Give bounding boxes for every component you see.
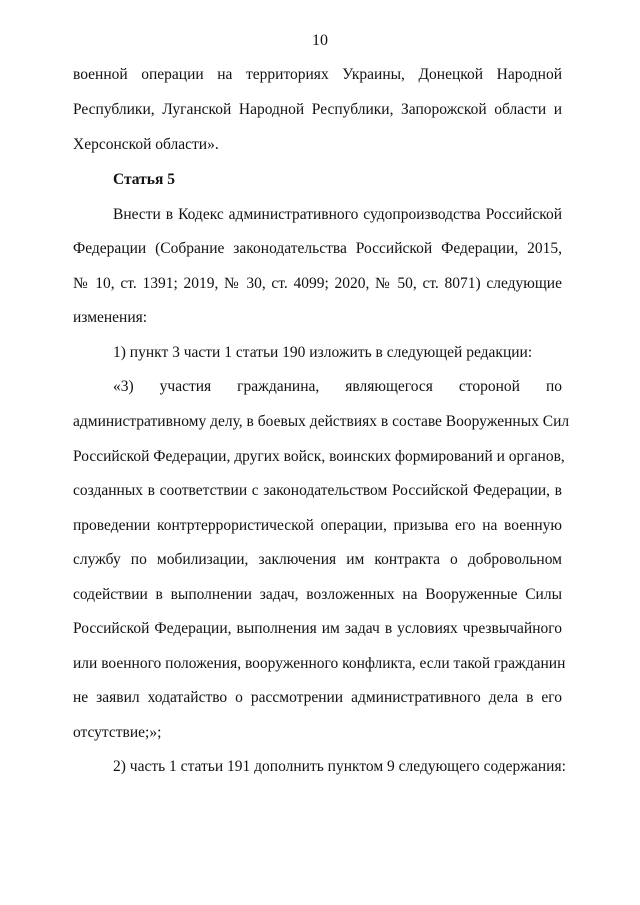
text-line: Херсонской области». <box>73 136 219 153</box>
text-line: 2) часть 1 статьи 191 дополнить пунктом 9 следующего содержания: <box>113 758 566 775</box>
article-heading: Статья 5 <box>113 171 175 188</box>
text-line: службу по мобилизации, заключения им контракта о добровольном <box>73 551 562 568</box>
text-line: «3) участия гражданина, являющегося стороной по <box>113 378 562 395</box>
text-line: содействии в выполнении задач, возложенных на Вооруженные Силы <box>73 586 562 603</box>
text-line: Федерации (Собрание законодательства Российской Федерации, 2015, <box>73 240 562 257</box>
text-line: Республики, Луганской Народной Республики, Запорожской области и <box>73 101 562 118</box>
text-line: созданных в соответствии с законодательством Российской Федерации, в <box>73 482 562 499</box>
text-line: отсутствие;»; <box>73 724 162 741</box>
text-line: или военного положения, вооруженного конфликта, если такой гражданин <box>73 655 566 672</box>
text-line: проведении контртеррористической операции, призыва его на военную <box>73 517 562 534</box>
text-line: Внести в Кодекс административного судопроизводства Российской <box>113 206 562 223</box>
text-line: административному делу, в боевых действиях в составе Вооруженных Сил <box>73 413 570 430</box>
text-line: военной операции на территориях Украины, Донецкой Народной <box>73 66 562 83</box>
text-line: не заявил ходатайство о рассмотрении административного дела в его <box>73 689 562 706</box>
text-line: 1) пункт 3 части 1 статьи 190 изложить в следующей редакции: <box>113 344 533 361</box>
text-line: № 10, ст. 1391; 2019, № 30, ст. 4099; 2020, № 50, ст. 8071) следующие <box>73 275 562 292</box>
text-line: Российской Федерации, других войск, воинских формирований и органов, <box>73 448 565 465</box>
text-line: изменения: <box>73 309 148 326</box>
text-line: Российской Федерации, выполнения им задач в условиях чрезвычайного <box>73 620 562 637</box>
page-number: 10 <box>312 32 328 49</box>
